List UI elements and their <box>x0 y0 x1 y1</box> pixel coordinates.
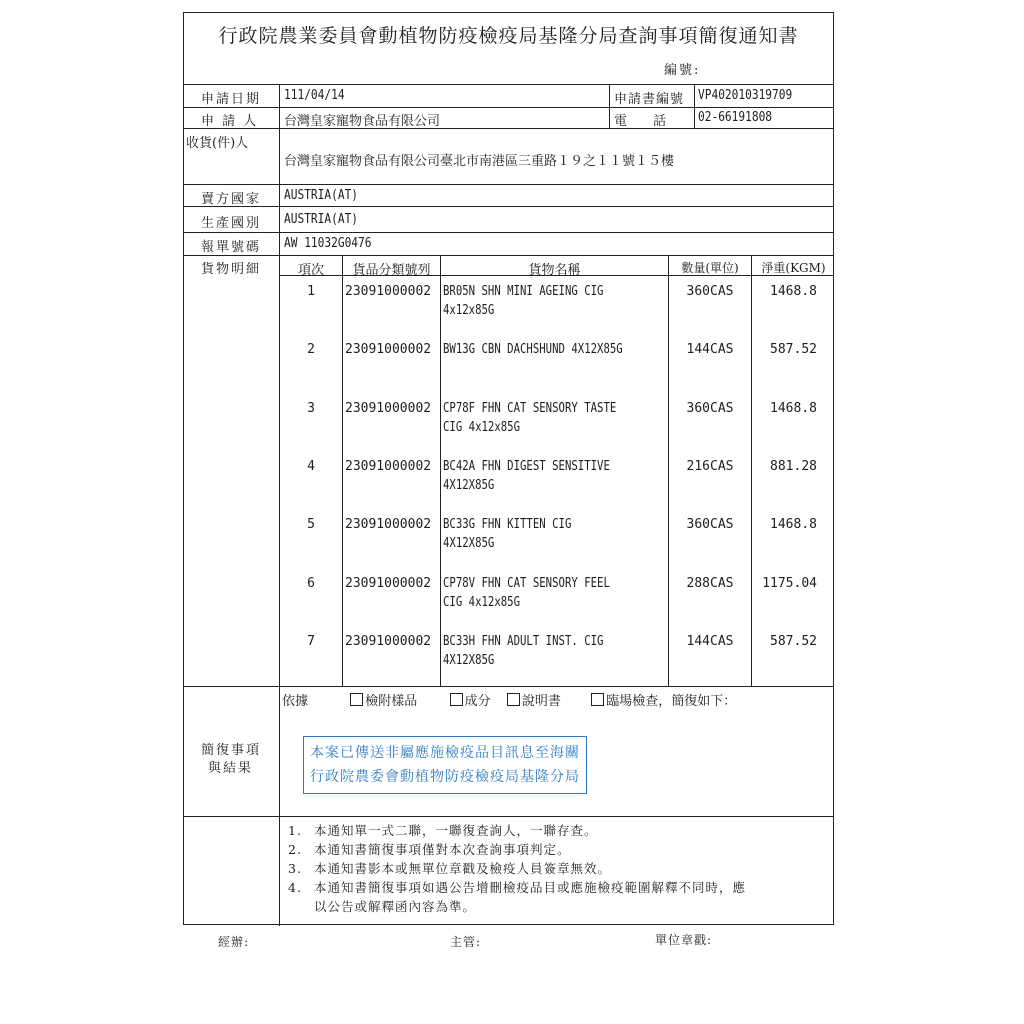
note-1-no: 1. <box>288 823 302 838</box>
goods-row-3-net-weight: 1468.8 <box>770 400 817 416</box>
goods-row-5-item-no: 5 <box>307 517 315 533</box>
supervisor-label: 主管: <box>450 935 482 949</box>
doc-no-label: 申請書編號 <box>614 92 685 107</box>
goods-row-5-goods-name: BC33G FHN KITTEN CIG 4X12X85G <box>443 517 572 552</box>
manual-option-label: 說明書 <box>521 694 561 709</box>
goods-row-2-item-no: 2 <box>307 342 315 358</box>
note-4-no: 4. <box>288 880 302 895</box>
goods-row-6-item-no: 6 <box>307 575 315 591</box>
note-3-no: 3. <box>288 861 302 876</box>
stamp-line-1: 本案已傳送非屬應施檢疫品目訊息至海關 <box>310 745 580 761</box>
goods-row-7-quantity: 144CAS <box>686 633 734 649</box>
goods-row-7-goods-name: BC33H FHN ADULT INST. CIG 4X12X85G <box>443 633 604 668</box>
onsite-option-label: 臨場檢查，簡復如下： <box>606 694 737 709</box>
goods-row-1-item-no: 1 <box>307 284 315 299</box>
col-quantity: 數量(單位) <box>681 261 739 275</box>
goods-row-4-net-weight: 881.28 <box>770 458 817 474</box>
seller-country-value: AUSTRIA(AT) <box>284 188 359 203</box>
origin-country-label: 生產國別 <box>201 216 262 231</box>
goods-row-5-quantity: 360CAS <box>686 517 734 533</box>
basis-label: 依據 <box>282 694 309 709</box>
goods-row-4-quantity: 216CAS <box>686 458 734 474</box>
handler-label: 經辦: <box>218 935 250 949</box>
sample-option-label: 檢附樣品 <box>365 694 418 709</box>
applicant-label: 申 請 人 <box>201 114 259 129</box>
note-3-text: 本通知書影本或無單位章戳及檢疫人員簽章無效。 <box>314 861 612 876</box>
goods-row-2-hs-code: 23091000002 <box>345 342 432 358</box>
col-net-weight: 淨重(KGM) <box>761 261 826 275</box>
ingredient-checkbox[interactable] <box>450 693 463 706</box>
seller-country-label: 賣方國家 <box>201 192 262 207</box>
reply-section-label-1: 簡復事項 <box>201 743 262 758</box>
goods-row-3-goods-name: CP78F FHN CAT SENSORY TASTE CIG 4x12x85G <box>443 400 617 435</box>
goods-row-5-net-weight: 1468.8 <box>770 517 817 533</box>
sample-checkbox[interactable] <box>350 693 363 706</box>
goods-row-7-net-weight: 587.52 <box>770 633 817 649</box>
notes-list <box>288 821 746 916</box>
goods-row-2-quantity: 144CAS <box>686 342 734 358</box>
note-2-text: 本通知書簡復事項僅對本次查詢事項判定。 <box>314 842 571 857</box>
goods-row-4-goods-name: BC42A FHN DIGEST SENSITIVE 4X12X85G <box>443 458 610 493</box>
goods-row-2-goods-name: BW13G CBN DACHSHUND 4X12X85G <box>443 342 623 358</box>
serial-label: 編號: <box>664 63 701 78</box>
goods-row-1-quantity: 360CAS <box>686 284 734 299</box>
goods-row-6-hs-code: 23091000002 <box>345 575 432 591</box>
goods-row-3-item-no: 3 <box>307 400 315 416</box>
col-item-no: 項次 <box>297 263 324 278</box>
goods-row-1-net-weight: 1468.8 <box>770 284 817 299</box>
goods-row-4-hs-code: 23091000002 <box>345 458 432 474</box>
declaration-value: AW 11032G0476 <box>284 236 372 251</box>
reply-section-label-2: 與結果 <box>208 761 254 776</box>
phone-label: 電 話 <box>614 114 667 129</box>
goods-row-6-goods-name: CP78V FHN CAT SENSORY FEEL CIG 4x12x85G <box>443 575 610 610</box>
note-2-no: 2. <box>288 842 302 857</box>
goods-row-6-quantity: 288CAS <box>686 575 734 591</box>
applicant-value: 台灣皇家寵物食品有限公司 <box>284 114 441 129</box>
notice-form <box>183 12 834 925</box>
consignee-label: 收貨(件)人 <box>186 136 249 151</box>
customs-stamp <box>303 736 587 794</box>
goods-row-1-hs-code: 23091000002 <box>345 284 432 299</box>
goods-row-7-item-no: 7 <box>307 633 315 649</box>
goods-row-1-goods-name: BR05N SHN MINI AGEING CIG 4x12x85G <box>443 284 604 318</box>
consignee-value: 台灣皇家寵物食品有限公司臺北市南港區三重路１９之１１號１５樓 <box>284 154 675 169</box>
goods-row-4-item-no: 4 <box>307 458 315 474</box>
col-hs-code: 貨品分類號列 <box>352 263 431 278</box>
declaration-label: 報單號碼 <box>201 240 262 255</box>
ingredient-option-label: 成分 <box>464 694 491 709</box>
onsite-checkbox[interactable] <box>591 693 604 706</box>
goods-row-7-hs-code: 23091000002 <box>345 633 432 649</box>
goods-row-5-hs-code: 23091000002 <box>345 517 432 533</box>
document-title: 行政院農業委員會動植物防疫檢疫局基隆分局查詢事項簡復通知書 <box>218 25 799 47</box>
goods-row-6-net-weight: 1175.04 <box>762 575 817 591</box>
note-1-text: 本通知單一式二聯，一聯復查詢人，一聯存查。 <box>314 823 598 838</box>
apply-date-value: 111/04/14 <box>284 88 345 103</box>
col-goods-name: 貨物名稱 <box>528 263 581 278</box>
goods-row-3-quantity: 360CAS <box>686 400 734 416</box>
basis-row <box>282 690 736 709</box>
doc-no-value: VP402010319709 <box>698 88 793 103</box>
manual-checkbox[interactable] <box>507 693 520 706</box>
phone-value: 02-66191808 <box>698 110 773 125</box>
note-4-cont-text: 以公告或解釋函內容為準。 <box>314 899 477 914</box>
note-4-text: 本通知書簡復事項如遇公告增刪檢疫品目或應施檢疫範圍解釋不同時，應 <box>314 880 747 895</box>
stamp-line-2: 行政院農委會動植物防疫檢疫局基隆分局 <box>310 769 580 785</box>
origin-country-value: AUSTRIA(AT) <box>284 212 359 227</box>
goods-row-2-net-weight: 587.52 <box>770 342 817 358</box>
goods-row-3-hs-code: 23091000002 <box>345 400 432 416</box>
apply-date-label: 申請日期 <box>201 92 262 107</box>
seal-label: 單位章戳: <box>655 933 713 947</box>
goods-section-label: 貨物明細 <box>201 262 262 277</box>
